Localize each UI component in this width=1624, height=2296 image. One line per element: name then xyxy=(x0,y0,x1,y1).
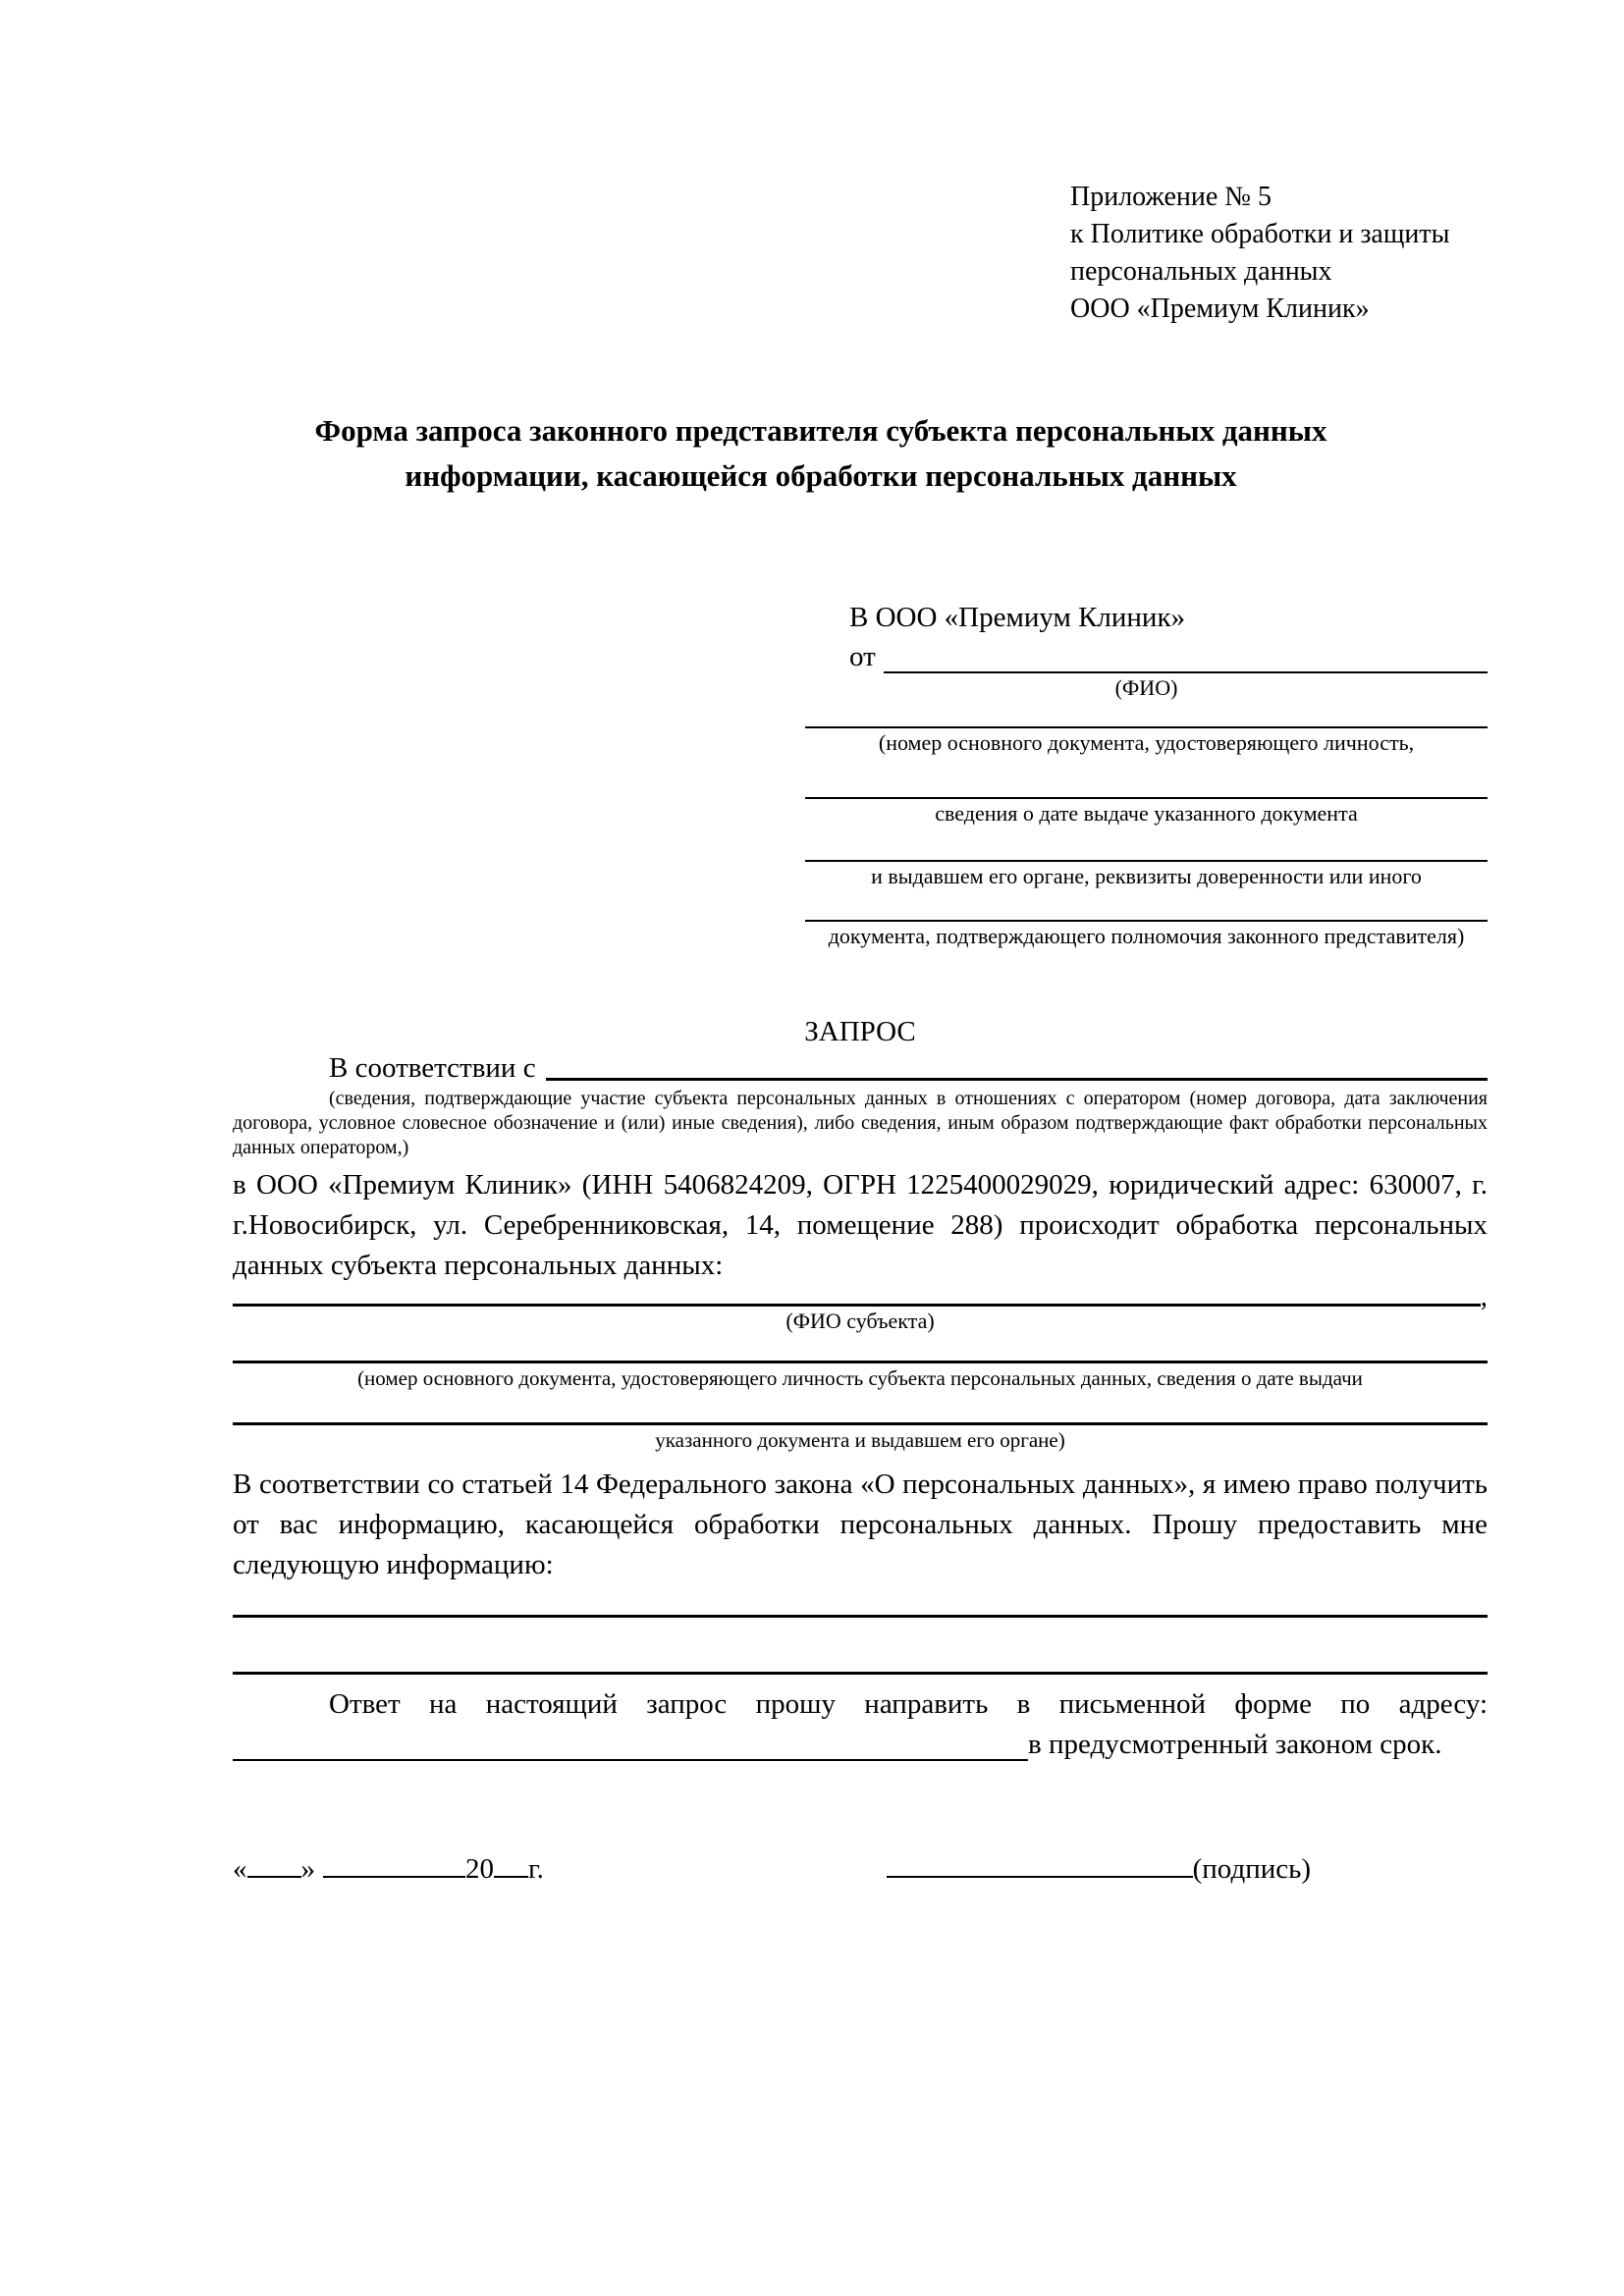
document-content xyxy=(233,179,1488,1886)
signature-field xyxy=(887,1852,1311,1886)
blank-line xyxy=(805,756,1488,799)
blank-line xyxy=(233,1585,1488,1618)
subject-fio-field xyxy=(233,1281,1488,1312)
blank-line xyxy=(494,1875,528,1878)
blank-line xyxy=(247,1875,301,1878)
date-open-quote: « xyxy=(233,1853,247,1885)
reply-paragraph: Ответ на настоящий запрос прошу направить в письменной форме по адресу: xyxy=(329,1688,1488,1720)
document-title xyxy=(154,408,1488,499)
blank-line xyxy=(233,1334,1488,1363)
field-caption: документа, подтверждающего полномочия законного представителя) xyxy=(828,924,1465,948)
request-heading: ЗАПРОС xyxy=(804,1016,916,1047)
date-year-prefix: 20 xyxy=(465,1853,494,1885)
subject-doc-caption: указанного документа и выдавшем его органе) xyxy=(655,1428,1065,1452)
blank-line xyxy=(887,1875,1193,1878)
blank-line xyxy=(233,1759,1028,1761)
date-year-suffix: г. xyxy=(528,1853,544,1885)
subject-doc-caption: (номер основного документа, удостоверяющего личность субъекта персональных данных, сведения о дате выдачи xyxy=(357,1366,1363,1390)
date-field xyxy=(233,1852,544,1886)
addressee-block xyxy=(805,597,1488,949)
blank-line xyxy=(805,827,1488,862)
field-caption: сведения о дате выдаче указанного документа xyxy=(935,801,1358,826)
appendix-header-line: Приложение № 5 xyxy=(1070,182,1272,212)
document-title-line: информации, касающейся обработки персональных данных xyxy=(405,458,1237,493)
blank-line xyxy=(884,671,1488,673)
appendix-header-line: ООО «Премиум Клиник» xyxy=(1070,294,1370,324)
blank-line xyxy=(233,1618,1488,1675)
law-paragraph: В соответствии со статьей 14 Федерального закона «О персональных данных», я имею право получить от вас информацию, касающейся обработки персональных данных. Прошу предоставить мне следующую информацию: xyxy=(233,1468,1488,1580)
accordance-field xyxy=(233,1052,1488,1084)
appendix-header xyxy=(1070,179,1488,328)
fio-caption: (ФИО) xyxy=(1114,675,1178,700)
from-field xyxy=(805,638,1488,673)
document-title-line: Форма запроса законного представителя субъекта персональных данных xyxy=(314,413,1327,448)
signature-caption: (подпись) xyxy=(1192,1853,1311,1885)
reply-suffix: в предусмотренный законом срок. xyxy=(1028,1729,1442,1760)
accordance-caption: (сведения, подтверждающие участие субъекта персональных данных в отношениях с оператором (номер договора, дата заключения договора, условное словесное обозначение и (или) иные сведения), либо сведения, иным образом подтверждающие факт обработки персональных данных оператором,) xyxy=(233,1088,1488,1158)
blank-line xyxy=(546,1078,1488,1081)
addressee-organization: В ООО «Премиум Клиник» xyxy=(849,602,1186,633)
subject-fio-caption: (ФИО субъекта) xyxy=(785,1308,935,1333)
accordance-label: В соответствии с xyxy=(329,1052,536,1084)
field-caption: и выдавшем его органе, реквизиты доверенности или иного xyxy=(871,864,1422,888)
field-caption: (номер основного документа, удостоверяющего личность, xyxy=(878,730,1415,755)
date-signature-row xyxy=(233,1846,1488,1886)
appendix-header-line: персональных данных xyxy=(1070,256,1332,287)
trailing-comma: , xyxy=(1480,1281,1488,1312)
blank-line xyxy=(805,701,1488,728)
blank-line xyxy=(323,1875,465,1878)
from-label: от xyxy=(849,641,876,672)
date-close-quote: » xyxy=(300,1853,315,1885)
operator-paragraph: в ООО «Премиум Клиник» (ИНН 5406824209, ОГРН 1225400029029, юридический адрес: 630007, г. г.Новосибирск, ул. Серебренниковская, 14, помещение 288) происходит обработка персональных данных субъекта персональных данных: xyxy=(233,1169,1488,1281)
blank-line xyxy=(233,1304,1481,1307)
reply-address-field xyxy=(233,1724,1488,1761)
appendix-header-line: к Политике обработки и защиты xyxy=(1070,219,1450,249)
blank-line xyxy=(233,1391,1488,1425)
blank-line xyxy=(805,889,1488,922)
